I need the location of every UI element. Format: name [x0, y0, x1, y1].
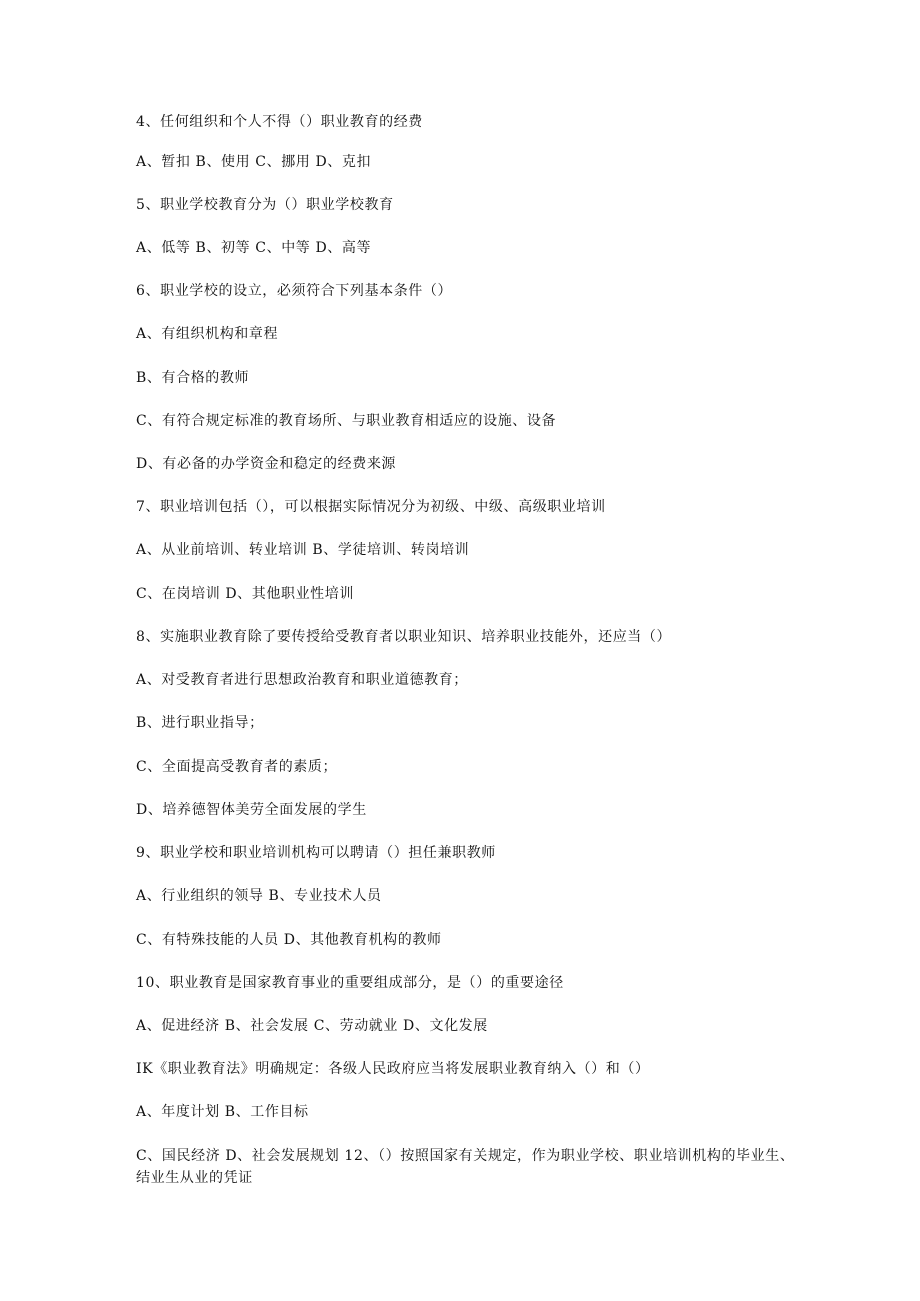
question-6-option-b: B、有合格的教师: [136, 370, 250, 386]
question-9-options-cd: C、有特殊技能的人员 D、其他教育机构的教师: [136, 932, 442, 948]
question-8-option-c: C、全面提高受教育者的素质；: [136, 759, 338, 775]
question-7: 7、职业培训包括（），可以根据实际情况分为初级、中级、高级职业培训: [136, 499, 606, 515]
question-6: 6、职业学校的设立，必须符合下列基本条件（）: [136, 283, 453, 299]
question-8-option-b: B、进行职业指导；: [136, 715, 264, 731]
question-11-options-cd-question-12: C、国民经济 D、社会发展规划 12、（）按照国家有关规定，作为职业学校、职业培训机构的毕业生、结业生从业的凭证: [136, 1148, 795, 1186]
question-8-option-a: A、对受教育者进行思想政治教育和职业道德教育；: [136, 672, 468, 688]
question-6-option-d: D、有必备的办学资金和稳定的经费来源: [136, 456, 397, 472]
question-6-option-c: C、有符合规定标准的教育场所、与职业教育相适应的设施、设备: [136, 413, 557, 429]
question-7-options-ab: A、从业前培训、转业培训 B、学徒培训、转岗培训: [136, 542, 470, 558]
question-7-options-cd: C、在岗培训 D、其他职业性培训: [136, 586, 354, 602]
question-5-options: A、低等 B、初等 C、中等 D、高等: [136, 240, 372, 256]
question-11: IK《职业教育法》明确规定：各级人民政府应当将发展职业教育纳入（）和（）: [136, 1061, 650, 1077]
question-9-options-ab: A、行业组织的领导 B、专业技术人员: [136, 888, 382, 904]
question-4-options: A、暂扣 B、使用 C、挪用 D、克扣: [136, 154, 372, 170]
question-10: 10、职业教育是国家教育事业的重要组成部分，是（）的重要途径: [136, 975, 564, 991]
question-6-option-a: A、有组织机构和章程: [136, 326, 279, 342]
question-11-options-ab: A、年度计划 B、工作目标: [136, 1104, 309, 1120]
question-5: 5、职业学校教育分为（）职业学校教育: [136, 197, 394, 213]
question-4: 4、任何组织和个人不得（）职业教育的经费: [136, 114, 423, 130]
question-9: 9、职业学校和职业培训机构可以聘请（）担任兼职教师: [136, 845, 496, 861]
question-10-options: A、促进经济 B、社会发展 C、劳动就业 D、文化发展: [136, 1018, 488, 1034]
question-8-option-d: D、培养德智体美劳全面发展的学生: [136, 802, 367, 818]
question-8: 8、实施职业教育除了要传授给受教育者以职业知识、培养职业技能外，还应当（）: [136, 629, 672, 645]
